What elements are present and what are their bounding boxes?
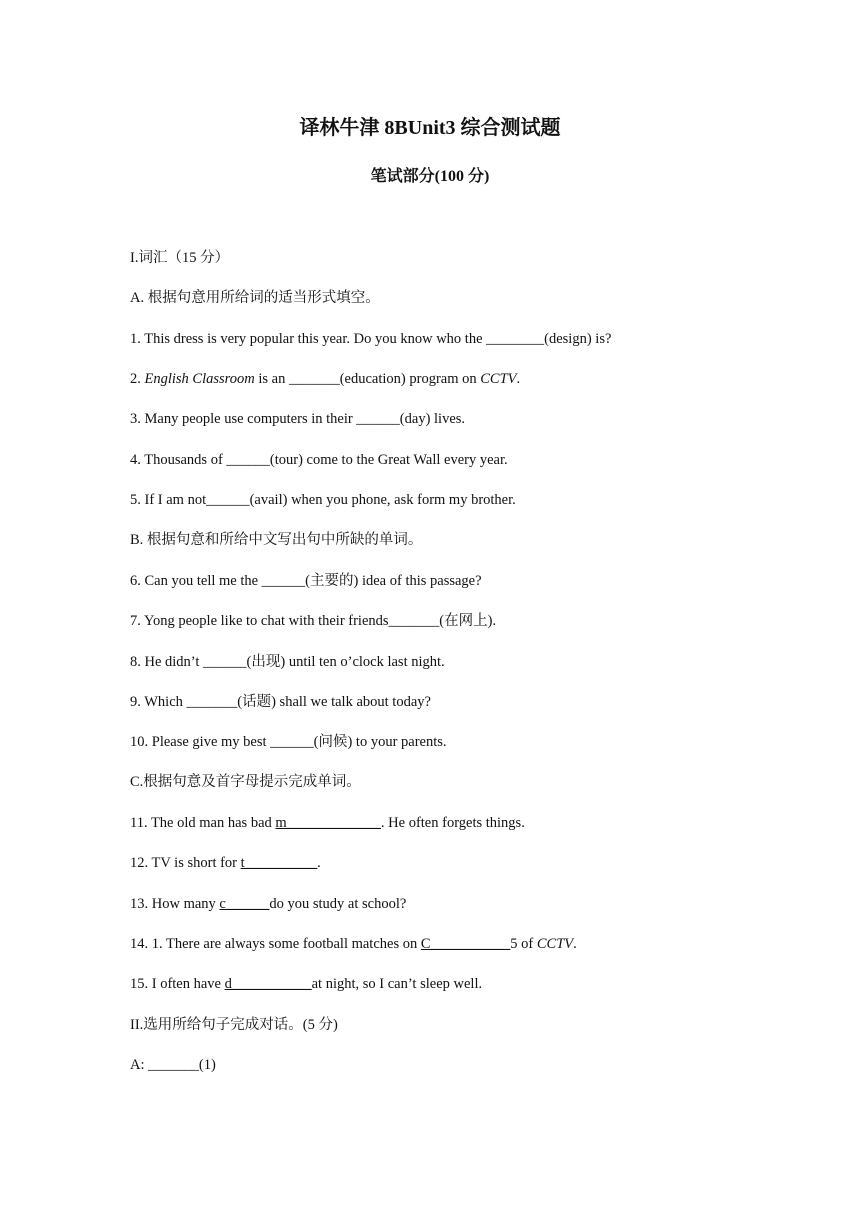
question-13-blank: c______ [219, 896, 270, 912]
page-title: 译林牛津 8BUnit3 综合测试题 [299, 117, 561, 139]
question-13-text: 13. How many [130, 896, 220, 912]
question-6: 6. Can you tell me the ______(主要的) idea of this passage? [130, 573, 482, 589]
question-1: 1. This dress is very popular this year. Do you know who the ________(design) is? [130, 331, 612, 347]
question-15-text: 15. I often have [130, 976, 225, 992]
question-3: 3. Many people use computers in their ______(day) lives. [130, 411, 466, 427]
question-7: 7. Yong people like to chat with their friends_______(在网上). [130, 613, 497, 629]
question-15 [130, 974, 770, 994]
question-14 [130, 934, 770, 954]
question-14-blank: C___________ [420, 936, 511, 952]
question-14-end: . [573, 936, 577, 952]
question-12-end: . [317, 855, 321, 871]
page-subtitle: 笔试部分(100 分) [370, 168, 490, 185]
question-10: 10. Please give my best ______(问候) to your parents. [130, 734, 447, 750]
part-b-instruction: B. 根据句意和所给中文写出句中所缺的单词。 [130, 532, 423, 548]
question-11-text: 11. The old man has bad [130, 815, 276, 831]
question-2-text: is an _______(education) program on [254, 371, 481, 387]
question-2-number: 2. [130, 371, 145, 387]
question-14-mid: 5 of [510, 936, 537, 952]
question-2 [130, 369, 770, 389]
question-4: 4. Thousands of ______(tour) come to the Great Wall every year. [130, 452, 508, 468]
question-11 [130, 813, 770, 833]
question-11-blank: m_____________ [275, 815, 381, 831]
question-8: 8. He didn’t ______(出现) until ten o’clock last night. [130, 654, 445, 670]
question-12-text: 12. TV is short for [130, 855, 241, 871]
question-2-program-name: English Classroom [144, 371, 255, 387]
question-2-end: . [516, 371, 521, 387]
question-12 [130, 853, 770, 873]
part-c-instruction: C.根据句意及首字母提示完成单词。 [130, 774, 361, 790]
question-15-blank: d___________ [224, 976, 312, 992]
part-a-instruction: A. 根据句意用所给词的适当形式填空。 [130, 290, 380, 306]
question-15-end: at night, so I can’t sleep well. [311, 976, 483, 992]
question-2-channel: CCTV [480, 371, 517, 387]
question-14-channel: CCTV [536, 936, 574, 952]
question-13-end: do you study at school? [269, 896, 407, 912]
question-11-end: . He often forgets things. [380, 815, 525, 831]
question-9: 9. Which _______(话题) shall we talk about today? [130, 694, 431, 710]
question-12-blank: t__________ [240, 855, 318, 871]
question-5: 5. If I am not______(avail) when you phone, ask form my brother. [130, 492, 516, 508]
question-14-text: 14. 1. There are always some football matches on [130, 936, 421, 952]
question-13 [130, 894, 770, 914]
section-heading-dialogue: II.选用所给句子完成对话。(5 分) [130, 1017, 338, 1033]
dialogue-line-1: A: _______(1) [130, 1057, 216, 1073]
section-heading-vocabulary: I.词汇（15 分） [130, 250, 230, 266]
